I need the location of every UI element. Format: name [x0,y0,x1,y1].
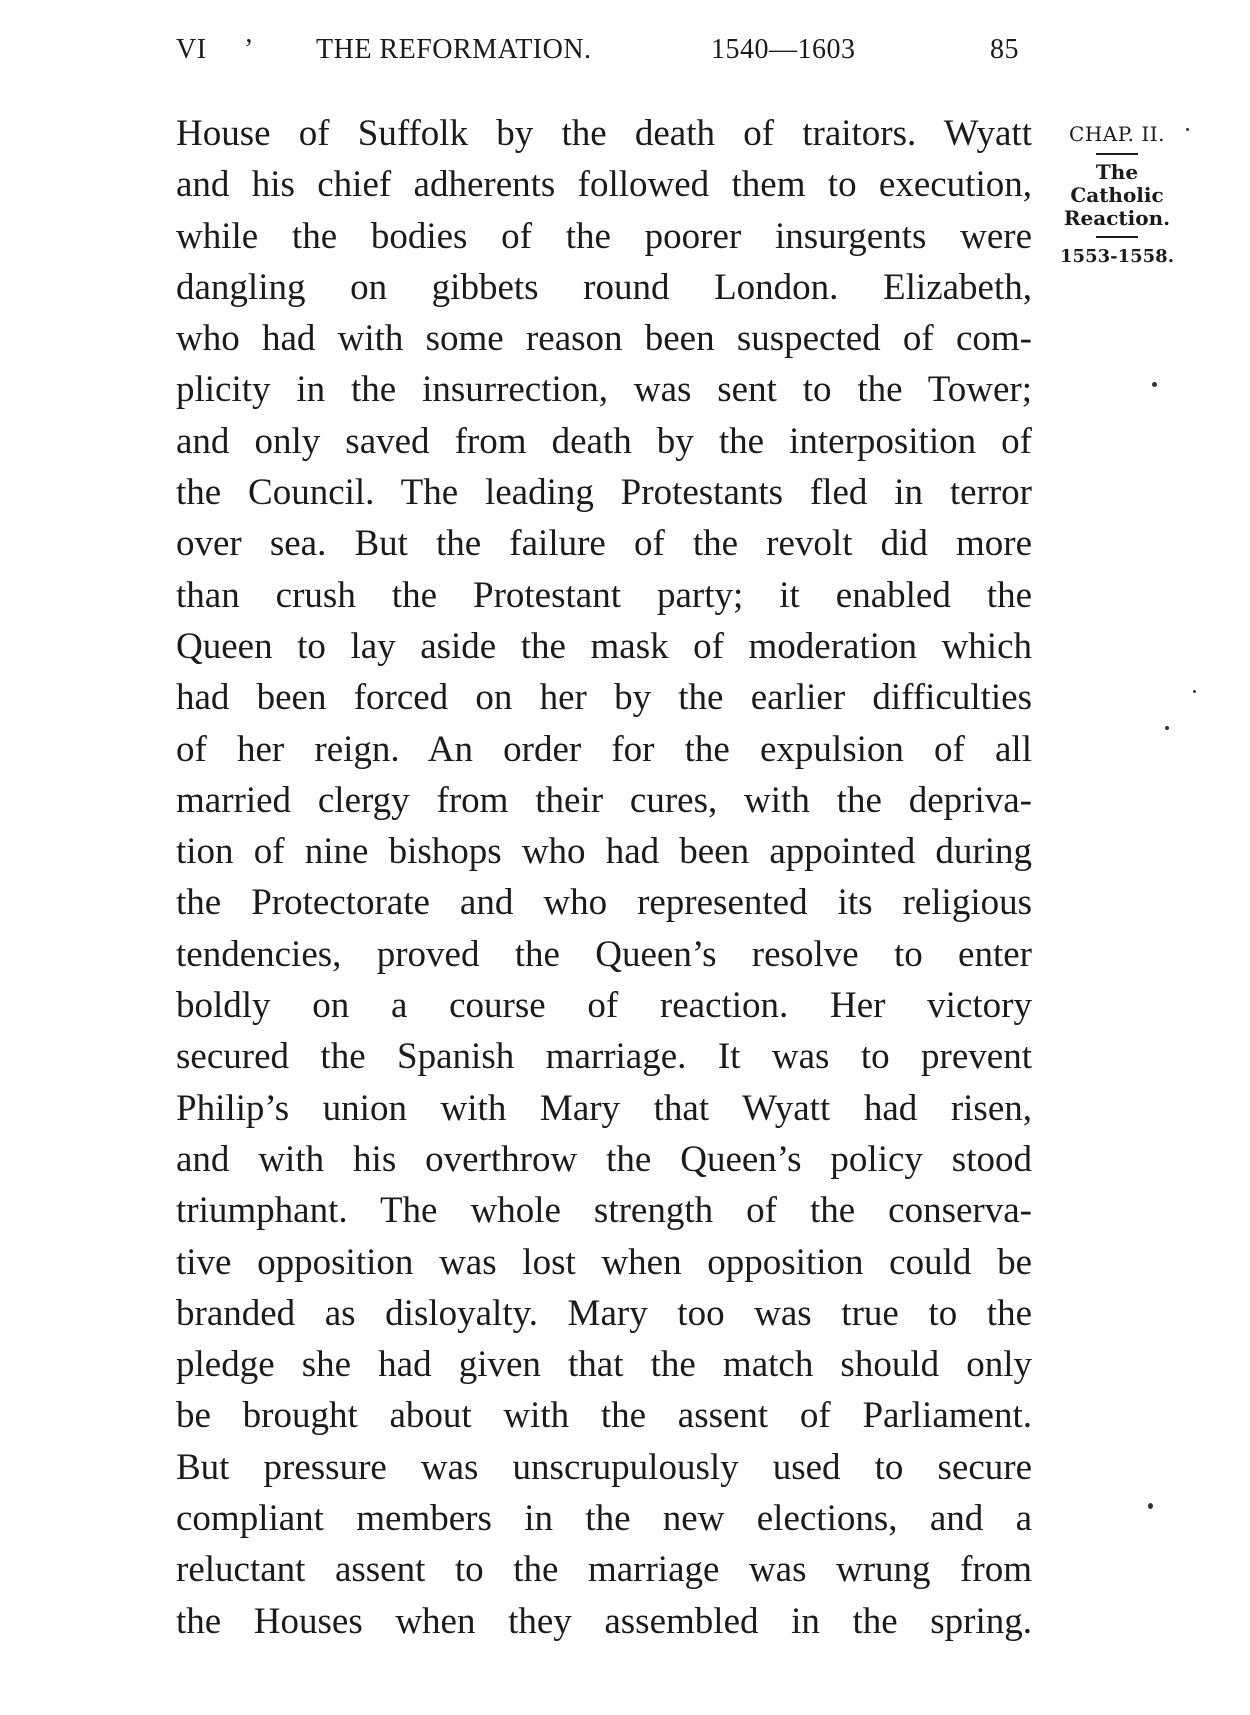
text-line: over sea. But the failure of the revolt did more [176,523,1032,565]
body-text [176,108,1032,1647]
text-line: compliant members in the new elections, and a [176,1498,1032,1540]
text-line: branded as disloyalty. Mary too was true to the [176,1292,1032,1334]
margin-chapter: CHAP. II. [1069,122,1165,146]
running-head [176,34,1026,74]
text-line: boldly on a course of reaction. Her victory [176,985,1032,1027]
text-line: and only saved from death by the interposition of [176,420,1032,462]
text-line: plicity in the insurrection, was sent to the Tower; [176,369,1032,411]
margin-note [1052,118,1182,272]
text-line: than crush the Protestant party; it enabled the [176,574,1032,616]
margin-rule [1096,236,1138,238]
text-line: Queen to lay aside the mask of moderation which [176,625,1032,667]
text-line: reluctant assent to the marriage was wrung from [176,1549,1032,1591]
text-line: pledge she had given that the match should only [176,1344,1032,1386]
margin-topic-line: Catholic [1070,183,1164,207]
text-line: the Houses when they assembled in the spring. [176,1600,1032,1642]
text-line: be brought about with the assent of Parliament. [176,1395,1032,1437]
margin-topic [1052,161,1182,230]
text-line: the Council. The leading Protestants fled in terror [176,472,1032,514]
text-line: and with his overthrow the Queen’s policy stood [176,1138,1032,1180]
text-line: of her reign. An order for the expulsion of all [176,728,1032,770]
ink-speck [1152,382,1157,387]
text-line: dangling on gibbets round London. Elizabeth, [176,266,1032,308]
margin-topic-line: Reaction. [1063,206,1171,230]
text-line: House of Suffolk by the death of traitors. Wyatt [176,113,1032,154]
text-line: married clergy from their cures, with the depriva- [176,779,1032,821]
margin-dates: 1553-1558. [1060,246,1174,267]
ink-speck [1186,128,1189,131]
margin-topic-line: The [1095,160,1139,184]
ink-speck [1148,1503,1153,1509]
text-line: and his chief adherents followed them to execution, [176,164,1032,206]
ink-speck [1193,690,1196,693]
text-line: tion of nine bishops who had been appointed during [176,831,1032,873]
text-line: secured the Spanish marriage. It was to prevent [176,1036,1032,1078]
text-line: Philip’s union with Mary that Wyatt had risen, [176,1087,1032,1129]
text-line: the Protectorate and who represented its religious [176,882,1032,924]
page-number: 85 [990,34,1019,65]
text-line: tive opposition was lost when opposition could be [176,1241,1032,1283]
text-line: had been forced on her by the earlier difficulties [176,677,1032,719]
ink-speck [1165,726,1169,730]
text-line: triumphant. The whole strength of the conserva- [176,1190,1032,1232]
text-line: tendencies, proved the Queen’s resolve to enter [176,933,1032,975]
margin-rule [1096,153,1138,155]
text-line: while the bodies of the poorer insurgents were [176,215,1032,257]
period-years: 1540—1603 [711,34,856,65]
book-title: THE REFORMATION. [316,34,592,65]
stray-mark: ʼ [244,34,254,65]
section-numeral: VI [176,34,207,65]
text-line: who had with some reason been suspected of com- [176,318,1032,360]
text-line: But pressure was unscrupulously used to secure [176,1446,1032,1488]
